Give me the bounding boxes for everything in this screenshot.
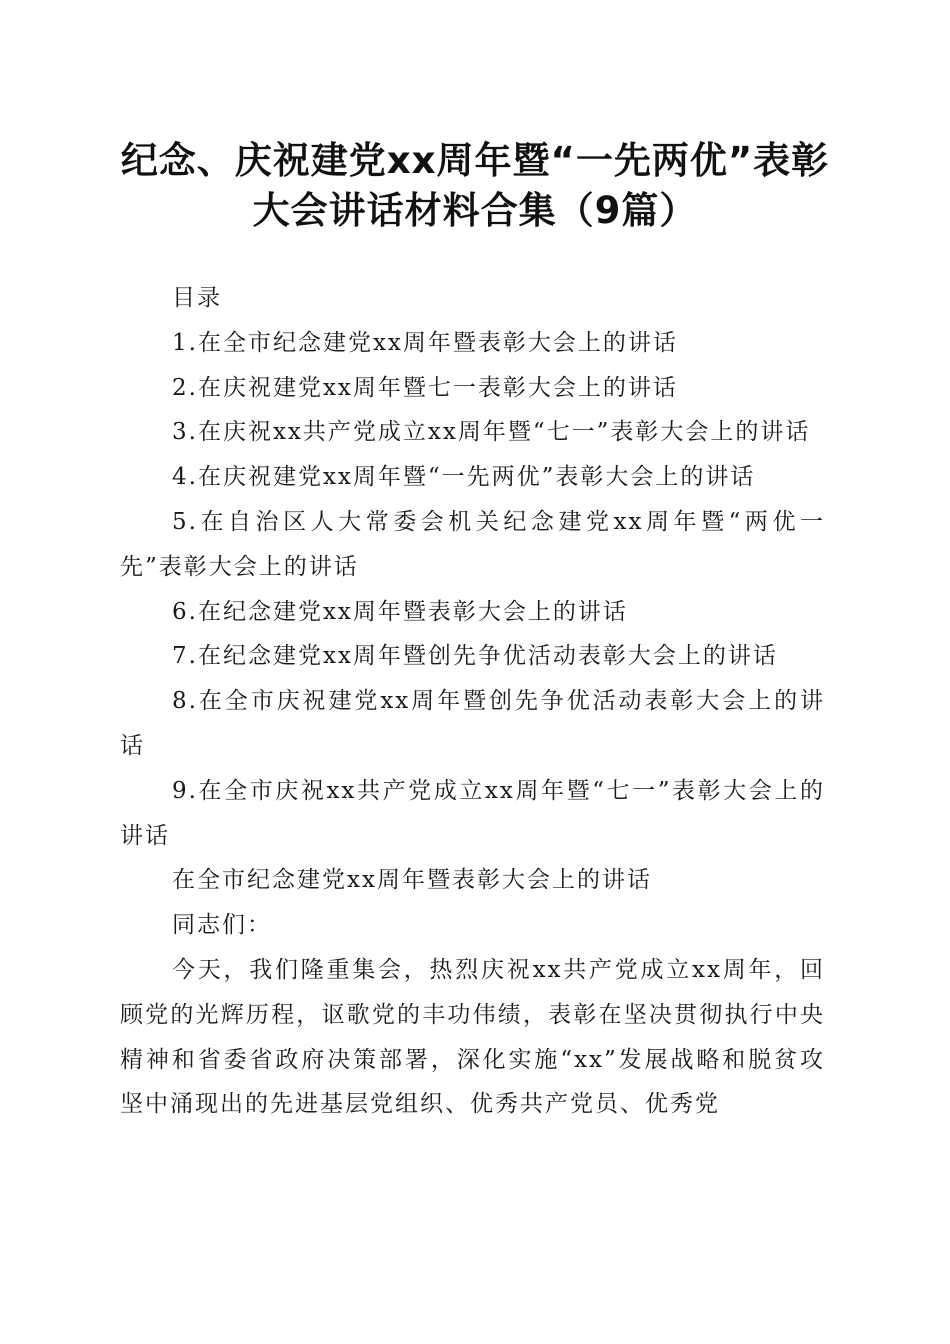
document-body	[120, 276, 825, 1127]
greeting: 同志们：	[172, 912, 272, 939]
document-title	[100, 136, 850, 236]
section-title: 在全市纪念建党xx周年暨表彰大会上的讲话	[172, 867, 652, 894]
toc-item-3: 3.在庆祝xx共产党成立xx周年暨“七一”表彰大会上的讲话	[172, 419, 811, 446]
toc-item-1: 1.在全市纪念建党xx周年暨表彰大会上的讲话	[172, 329, 678, 356]
body-paragraph: 今天，我们隆重集会，热烈庆祝xx共产党成立xx周年，回顾党的光辉历程，讴歌党的丰功伟绩，表彰在坚决贯彻执行中央精神和省委省政府决策部署，深化实施“xx”发展战略和脱贫攻坚中涌现出的先进基层党组织、优秀共产党员、优秀党	[120, 956, 825, 1118]
toc-item-4: 4.在庆祝建党xx周年暨“一先两优”表彰大会上的讲话	[172, 464, 756, 491]
toc-item-9: 9.在全市庆祝xx共产党成立xx周年暨“七一”表彰大会上的讲话	[120, 777, 825, 849]
title-line-2: 大会讲话材料合集（9篇）	[252, 189, 698, 232]
toc-item-7: 7.在纪念建党xx周年暨创先争优活动表彰大会上的讲话	[172, 643, 778, 670]
toc-heading: 目录	[172, 285, 222, 311]
toc-item-5: 5.在自治区人大常委会机关纪念建党xx周年暨“两优一先”表彰大会上的讲话	[120, 508, 825, 580]
toc-item-2: 2.在庆祝建党xx周年暨七一表彰大会上的讲话	[172, 374, 678, 401]
title-line-1: 纪念、庆祝建党xx周年暨“一先两优”表彰	[120, 139, 830, 182]
toc-item-6: 6.在纪念建党xx周年暨表彰大会上的讲话	[172, 598, 628, 625]
toc-item-8: 8.在全市庆祝建党xx周年暨创先争优活动表彰大会上的讲话	[120, 688, 825, 759]
